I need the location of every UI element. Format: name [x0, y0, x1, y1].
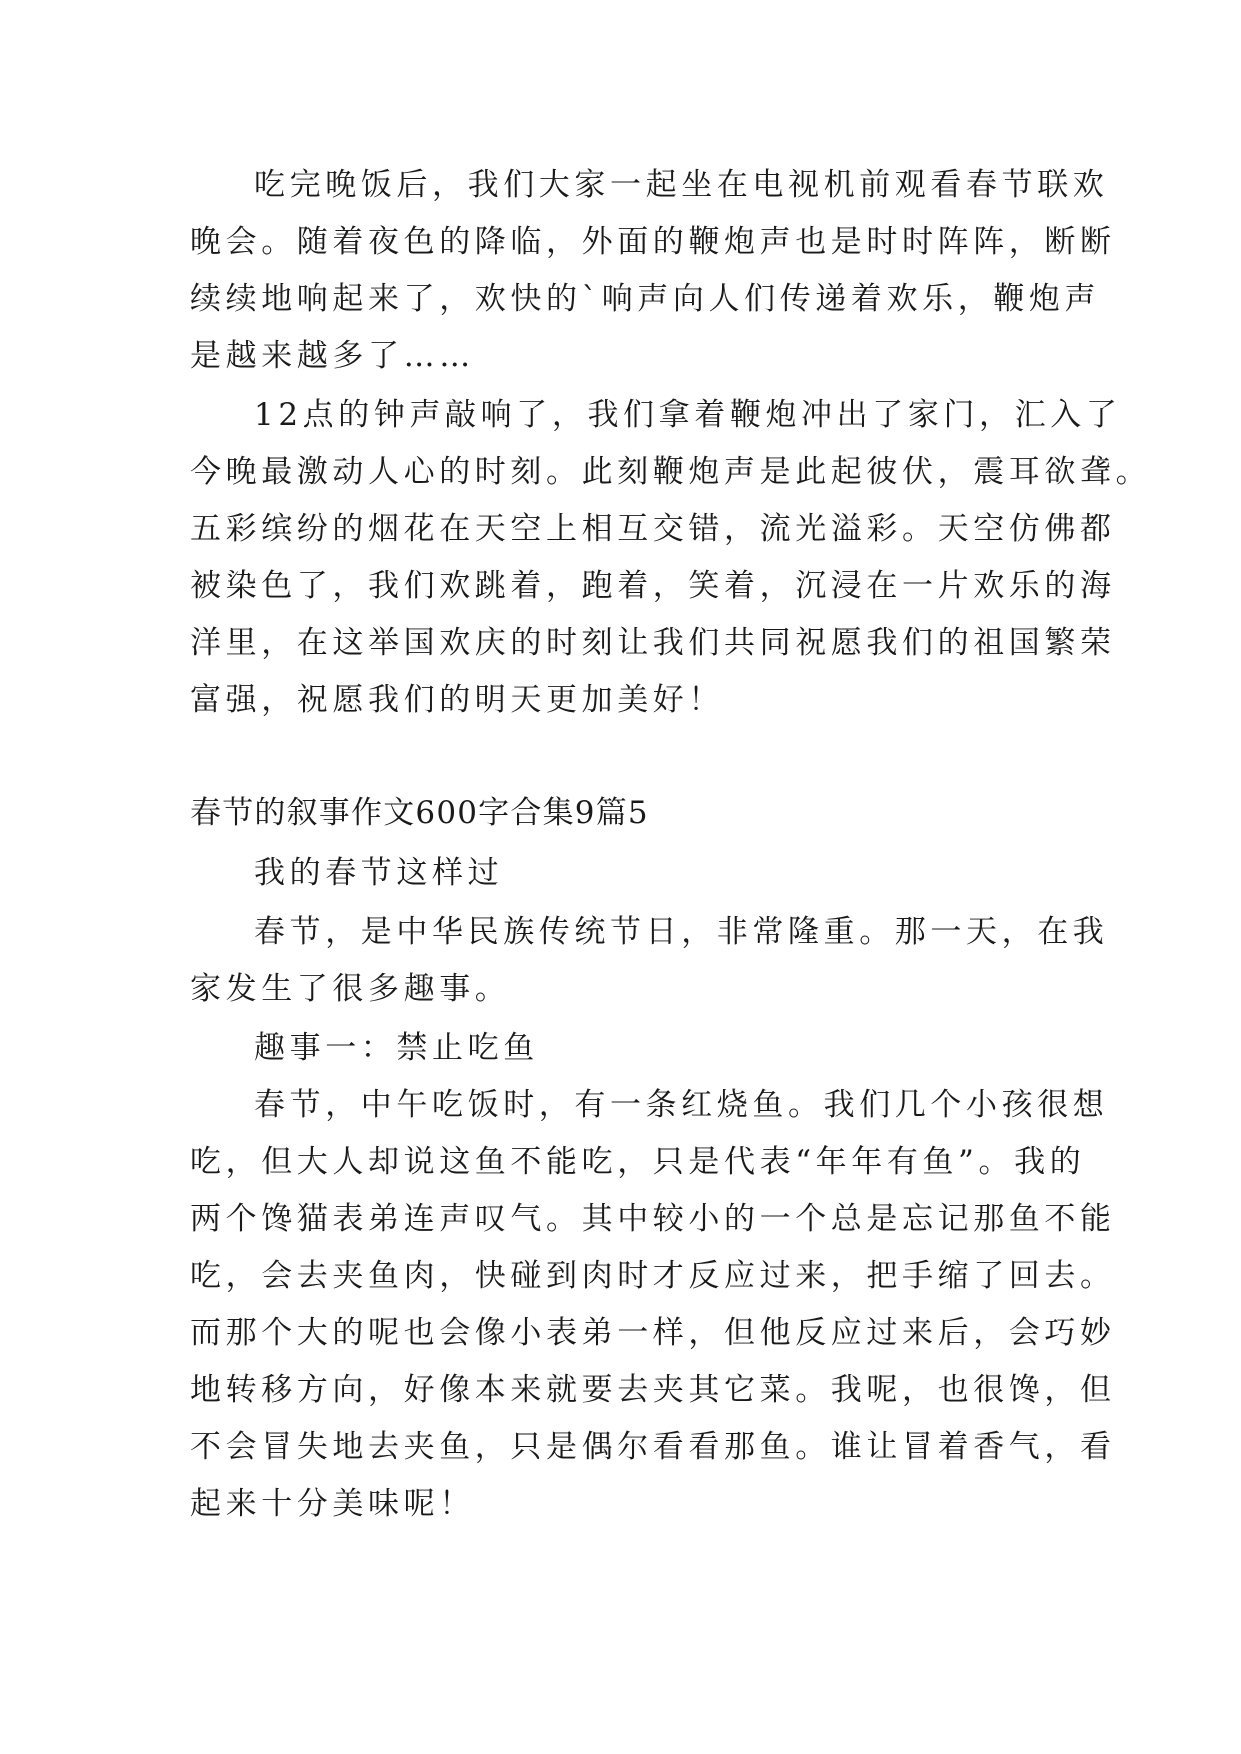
paragraph-2-line-3: 五彩缤纷的烟花在天空上相互交错，流光溢彩。天空仿佛都 — [190, 511, 1116, 547]
paragraph-4-line-8: 起来十分美味呢！ — [190, 1486, 475, 1522]
paragraph-4-line-2: 吃，但大人却说这鱼不能吃，只是代表“年年有鱼”。我的 — [190, 1144, 1086, 1180]
paragraph-1-line-2: 晚会。随着夜色的降临，外面的鞭炮声也是时时阵阵，断断 — [190, 224, 1116, 260]
section-heading: 春节的叙事作文600字合集9篇5 — [190, 795, 649, 831]
paragraph-1-line-3: 续续地响起来了，欢快的`响声向人们传递着欢乐，鞭炮声 — [190, 281, 1101, 317]
paragraph-1-line-4: 是越来越多了…… — [190, 338, 475, 374]
paragraph-4-line-7: 不会冒失地去夹鱼，只是偶尔看看那鱼。谁让冒着香气，看 — [190, 1429, 1116, 1465]
paragraph-2-line-1: 12点的钟声敲响了，我们拿着鞭炮冲出了家门，汇入了 — [254, 397, 1122, 433]
paragraph-3-line-2: 家发生了很多趣事。 — [190, 971, 511, 1007]
paragraph-4-line-4: 吃，会去夹鱼肉，快碰到肉时才反应过来，把手缩了回去。 — [190, 1258, 1116, 1294]
paragraph-4-line-6: 地转移方向，好像本来就要去夹其它菜。我呢，也很馋，但 — [190, 1372, 1116, 1408]
paragraph-4-line-3: 两个馋猫表弟连声叹气。其中较小的一个总是忘记那鱼不能 — [190, 1201, 1116, 1237]
paragraph-2-line-6: 富强，祝愿我们的明天更加美好！ — [190, 682, 724, 718]
paragraph-2-line-2: 今晚最激动人心的时刻。此刻鞭炮声是此起彼伏，震耳欲聋。 — [190, 454, 1152, 490]
paragraph-2-line-4: 被染色了，我们欢跳着，跑着，笑着，沉浸在一片欢乐的海 — [190, 568, 1116, 604]
paragraph-3-line-1: 春节，是中华民族传统节日，非常隆重。那一天，在我 — [254, 914, 1109, 950]
essay-title: 我的春节这样过 — [254, 855, 504, 891]
paragraph-4-line-1: 春节，中午吃饭时，有一条红烧鱼。我们几个小孩很想 — [254, 1087, 1109, 1123]
subheading: 趣事一：禁止吃鱼 — [254, 1030, 539, 1066]
paragraph-4-line-5: 而那个大的呢也会像小表弟一样，但他反应过来后，会巧妙 — [190, 1315, 1116, 1351]
paragraph-1-line-1: 吃完晚饭后，我们大家一起坐在电视机前观看春节联欢 — [254, 167, 1109, 203]
paragraph-2-line-5: 洋里，在这举国欢庆的时刻让我们共同祝愿我们的祖国繁荣 — [190, 625, 1116, 661]
